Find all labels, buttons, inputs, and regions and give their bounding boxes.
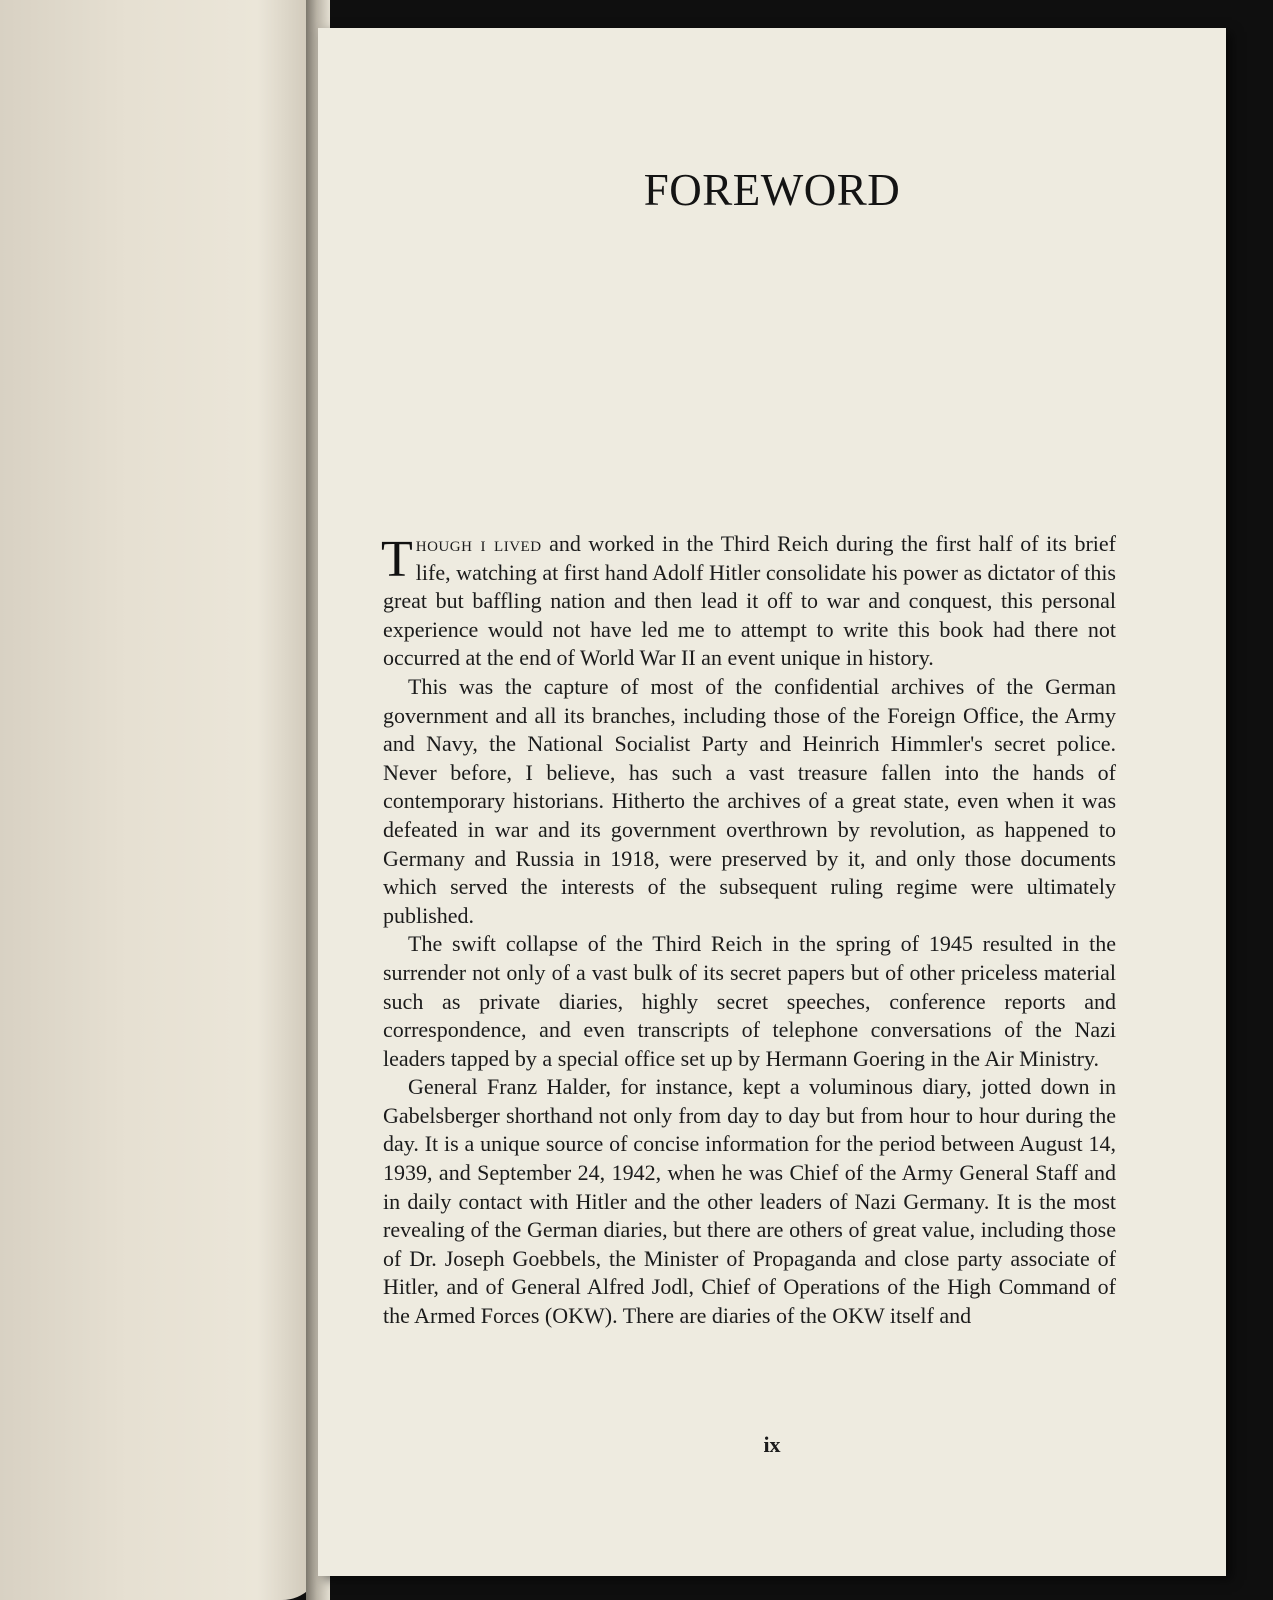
paragraph-1: [383, 530, 1116, 673]
paragraph-2: This was the capture of most of the confidential archives of the German government and all its branches, including those of the Foreign Office, the Army and Navy, the National Socialist Party and Heinrich Himmler's secret police. Never before, I believe, has such a vast treasure fallen into the hands of contemporary historians. Hitherto the archives of a great state, even when it was defeated in war and its government overthrown by revolution, as happened to Germany and Russia in 1918, were preserved by it, and only those documents which served the interests of the subsequent ruling regime were ultimately published.: [383, 673, 1116, 928]
paragraph-4: General Franz Halder, for instance, kept a voluminous diary, jotted down in Gabelsberger shorthand not only from day to day but from hour to hour during the day. It is a unique source of concise information for the period between August 14, 1939, and September 24, 1942, when he was Chief of the Army General Staff and in daily contact with Hitler and the other leaders of Nazi Germany. It is the most revealing of the German diaries, but there are others of great value, including those of Dr. Joseph Goebbels, the Minister of Propaganda and close party associate of Hitler, and of General Alfred Jodl, Chief of Operations of the High Command of the Armed Forces (OKW). There are diaries of the OKW itself and: [383, 1074, 1116, 1329]
paragraph-3: The swift collapse of the Third Reich in the spring of 1945 resulted in the surrender not only of a vast bulk of its secret papers but of other priceless material such as private diaries, highly secret speeches, conference reports and correspondence, and even transcripts of telephone conversations of the Nazi leaders tapped by a special office set up by Hermann Goering in the Air Ministry.: [383, 931, 1116, 1071]
page-number: ix: [763, 1432, 781, 1457]
left-page: [0, 0, 322, 1600]
page-title: FOREWORD: [643, 165, 901, 215]
paragraph-1-text: and worked in the Third Reich during the first half of its brief life, watching at first hand Adolf Hitler consolidate his power as dictator of this great but baffling nation and then lead it off to war and conquest, this personal experience would not have led me to attempt to write this book had there not occurred at the end of World War II an event unique in history.: [383, 531, 1116, 671]
opening-small-caps: hough i lived: [415, 531, 542, 556]
right-page: [318, 28, 1226, 1576]
drop-cap: T: [381, 531, 413, 588]
body-text: [383, 530, 1116, 1331]
